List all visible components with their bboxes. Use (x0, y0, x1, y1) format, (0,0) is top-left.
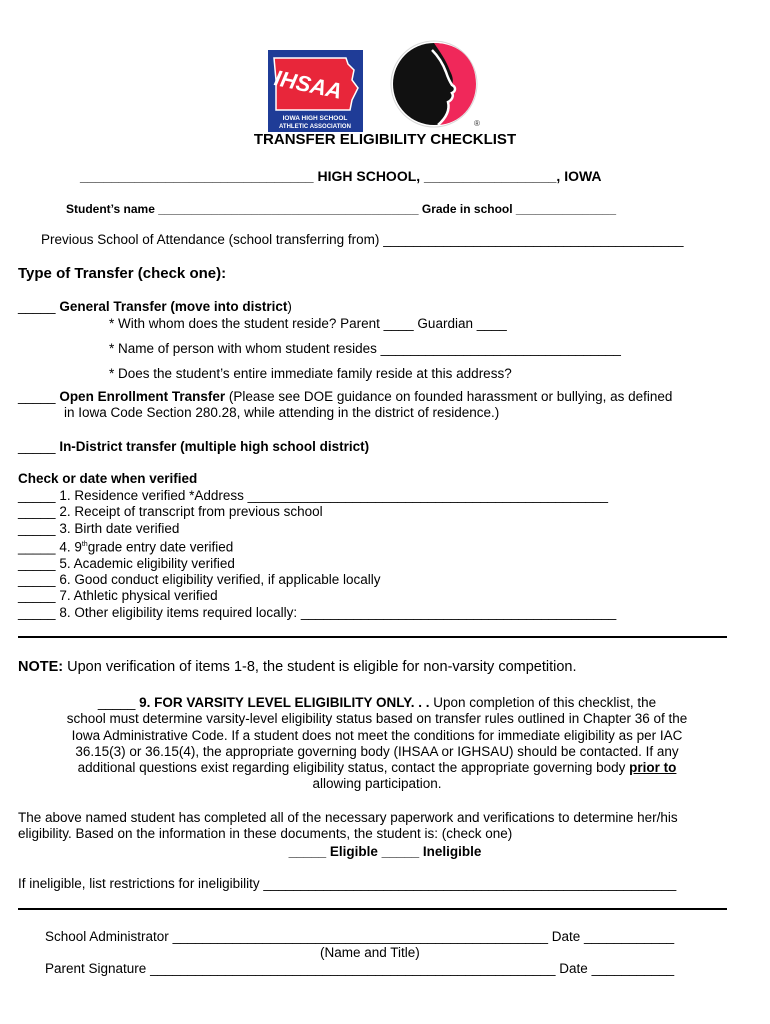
page-title: TRANSFER ELIGIBILITY CHECKLIST (253, 131, 517, 148)
general-transfer-blank[interactable]: _____ (18, 299, 56, 314)
verification-blank[interactable]: _____ (18, 504, 56, 520)
grade-label: Grade in school (421, 202, 513, 216)
parent-signature-row (45, 961, 674, 976)
verification-text: 2. Receipt of transcript from previous school (59, 504, 323, 520)
divider (18, 908, 727, 910)
restrictions-label: If ineligible, list restrictions for ineligibility (18, 876, 260, 891)
general-transfer-paren: ) (287, 299, 292, 314)
transfer-type-heading: Type of Transfer (check one): (18, 265, 227, 282)
parent-date[interactable]: Date ___________ (559, 961, 675, 976)
varsity-line6: allowing participation. (312, 776, 442, 792)
verification-list (18, 488, 616, 621)
completion-line-1: The above named student has completed all of the necessary paperwork and verifications to determine her/his (18, 810, 678, 825)
verification-blank[interactable]: _____ (18, 488, 56, 503)
verification-text: 8. Other eligibility items required locally: __________________________________________ (59, 604, 617, 620)
iowa-label: IOWA (564, 168, 602, 184)
note-row (18, 659, 577, 675)
in-district-label: In-District transfer (multiple high school district) (59, 439, 370, 454)
verification-item (18, 488, 616, 504)
varsity-label: 9. FOR VARSITY LEVEL ELIGIBILITY ONLY. . . (135, 695, 430, 710)
verification-heading: Check or date when verified (18, 471, 198, 486)
admin-signature-row (45, 929, 674, 944)
admin-date[interactable]: Date ____________ (551, 929, 675, 944)
varsity-line5: additional questions exist regarding eligibility status, contact the appropriate governing body (77, 760, 630, 776)
verification-text: 3. Birth date verified (59, 520, 180, 536)
open-enrollment-blank[interactable]: _____ (18, 389, 56, 404)
varsity-prior-to: prior to (629, 760, 677, 776)
verification-blank[interactable]: _____ (18, 555, 56, 571)
completion-line-2: eligibility. Based on the information in these documents, the student is: (check one) (18, 826, 513, 841)
in-district-row (18, 439, 369, 454)
parent-label: Parent Signature (45, 961, 147, 976)
varsity-line1: Upon completion of this checklist, the (429, 695, 657, 710)
verification-item (18, 572, 616, 588)
high-school-label: HIGH SCHOOL, (317, 168, 421, 184)
verification-blank[interactable]: _____ (18, 520, 56, 536)
general-q1: * With whom does the student reside? Parent ____ Guardian ____ (109, 316, 507, 331)
verification-blank[interactable]: _____ (18, 588, 56, 604)
note-label: NOTE: (18, 659, 64, 675)
verification-item (18, 521, 616, 537)
ighsau-logo (388, 38, 488, 130)
verification-text: 1. Residence verified *Address ________________________________________________ (59, 488, 609, 503)
varsity-line2: school must determine varsity-level eligibility status based on transfer rules outlined in Chapter 36 of the (66, 711, 688, 727)
restrictions-blank[interactable]: _______________________________________________________ (263, 876, 677, 891)
verification-text: 4. 9 (59, 539, 82, 555)
ihsaa-logo (268, 50, 363, 132)
general-q2: * Name of person with whom student resides ________________________________ (109, 341, 621, 356)
open-enrollment-text: (Please see DOE guidance on founded harassment or bullying, as defined (225, 389, 673, 404)
verification-text-after: grade entry date verified (87, 539, 234, 555)
grade-blank[interactable]: _______________ (515, 202, 617, 216)
ihsaa-logo-letters: IHSAA (272, 65, 345, 104)
divider (18, 636, 727, 638)
verification-item (18, 556, 616, 572)
open-enrollment-label: Open Enrollment Transfer (59, 389, 226, 404)
verification-item (18, 605, 616, 621)
note-text: Upon verification of items 1-8, the student is eligible for non-varsity competition. (63, 659, 577, 675)
varsity-line3: Iowa Administrative Code. If a student does not meet the conditions for immediate eligibility as per IAC (71, 727, 683, 743)
verification-text: 7. Athletic physical verified (59, 588, 218, 604)
school-name-blank[interactable]: ______________________________ (80, 168, 314, 184)
previous-school-row (41, 232, 684, 247)
general-transfer-row (18, 299, 292, 314)
verification-blank[interactable]: _____ (18, 571, 56, 587)
previous-school-blank[interactable]: ________________________________________ (383, 232, 684, 247)
student-row (66, 202, 616, 216)
verification-text: 6. Good conduct eligibility verified, if applicable locally (59, 571, 381, 587)
eligibility-choice[interactable]: _____ Eligible _____ Ineligible (288, 844, 482, 859)
open-enrollment-text-2: in Iowa Code Section 280.28, while attending in the district of residence.) (64, 405, 500, 420)
ihsaa-caption-1: IOWA HIGH SCHOOL (282, 115, 348, 122)
student-name-blank[interactable]: _______________________________________ (158, 202, 419, 216)
ihsaa-caption-2: ATHLETIC ASSOCIATION (279, 124, 351, 130)
verification-blank[interactable]: _____ (18, 604, 56, 620)
registered-mark: ® (474, 119, 480, 128)
verification-text: 5. Academic eligibility verified (59, 555, 235, 571)
verification-item (18, 504, 616, 520)
verification-blank[interactable]: _____ (18, 539, 56, 555)
varsity-block (18, 695, 736, 793)
name-title-caption: (Name and Title) (320, 945, 420, 960)
verification-item (18, 588, 616, 604)
parent-blank[interactable]: ______________________________________________________ (150, 961, 556, 976)
student-name-label: Student’s name (66, 202, 155, 216)
open-enrollment-row (18, 389, 672, 404)
varsity-blank[interactable]: _____ (97, 695, 136, 710)
admin-label: School Administrator (45, 929, 169, 944)
city-blank[interactable]: _________________, (424, 168, 561, 184)
verification-item (18, 537, 616, 556)
general-transfer-label: General Transfer (move into district (59, 299, 288, 314)
restrictions-row (18, 876, 676, 891)
general-q3: * Does the student’s entire immediate family reside at this address? (109, 366, 512, 381)
varsity-line4: 36.15(3) or 36.15(4), the appropriate governing body (IHSAA or IGHSAU) should be contacted. If any (75, 743, 679, 759)
admin-blank[interactable]: __________________________________________________ (172, 929, 548, 944)
school-line (80, 168, 602, 184)
previous-school-label: Previous School of Attendance (school transferring from) (41, 232, 380, 247)
verification-superscript: th (81, 540, 88, 548)
in-district-blank[interactable]: _____ (18, 439, 56, 454)
